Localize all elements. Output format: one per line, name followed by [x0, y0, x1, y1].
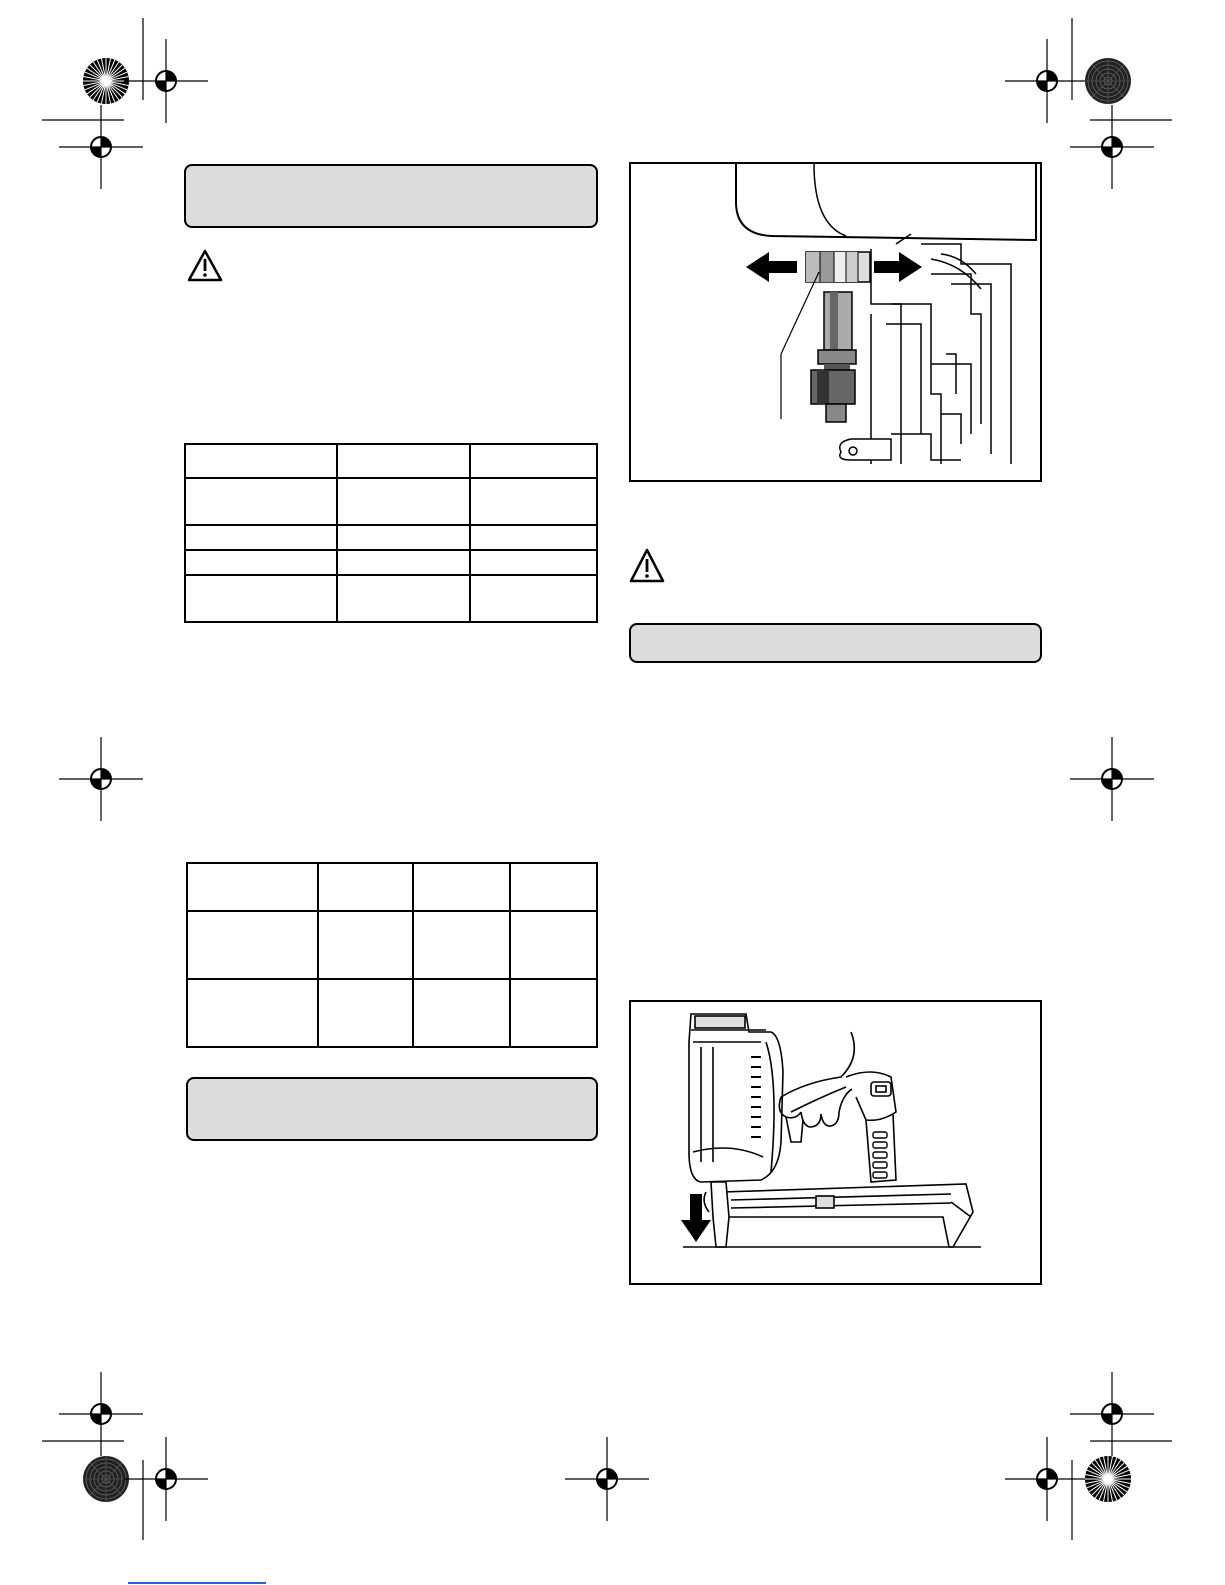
section-header-box-right — [629, 623, 1042, 663]
crosshair-icon — [59, 737, 143, 821]
crosshair-icon — [1070, 1372, 1154, 1456]
starburst-icon — [83, 1456, 129, 1502]
figure-depth-adjuster — [629, 162, 1042, 482]
nailer-contact-figure — [631, 1002, 1040, 1283]
arrow-right-icon — [874, 252, 922, 282]
arrow-left-icon — [746, 252, 797, 282]
spec-table-2 — [186, 862, 598, 1048]
crosshair-icon — [1005, 1437, 1089, 1521]
warning-triangle-icon — [629, 548, 665, 584]
table-row — [185, 478, 597, 525]
crosshair-icon — [59, 1372, 143, 1456]
footer-link-underline — [128, 1582, 266, 1584]
crosshair-icon — [565, 1437, 649, 1521]
section-header-box-bottom — [186, 1077, 598, 1141]
crosshair-icon — [124, 1437, 208, 1521]
starburst-icon — [1085, 1456, 1131, 1502]
crosshair-icon — [59, 105, 143, 189]
table-row — [187, 863, 597, 911]
crosshair-icon — [1070, 105, 1154, 189]
starburst-icon — [1085, 58, 1131, 104]
table-row — [187, 979, 597, 1047]
table-row — [185, 550, 597, 575]
crosshair-icon — [1070, 737, 1154, 821]
section-header-box-top — [184, 164, 598, 228]
table-row — [185, 575, 597, 622]
spec-table-1 — [184, 443, 598, 623]
arrow-down-icon — [681, 1194, 711, 1242]
table-row — [185, 444, 597, 478]
adjuster-knob — [806, 252, 870, 282]
crosshair-icon — [1005, 39, 1089, 123]
starburst-icon — [83, 58, 129, 104]
table-row — [187, 911, 597, 979]
depth-adjuster-figure — [631, 164, 1040, 480]
warning-triangle-icon — [187, 249, 223, 282]
figure-nailer-operation — [629, 1000, 1042, 1285]
crosshair-icon — [124, 39, 208, 123]
table-row — [185, 525, 597, 550]
